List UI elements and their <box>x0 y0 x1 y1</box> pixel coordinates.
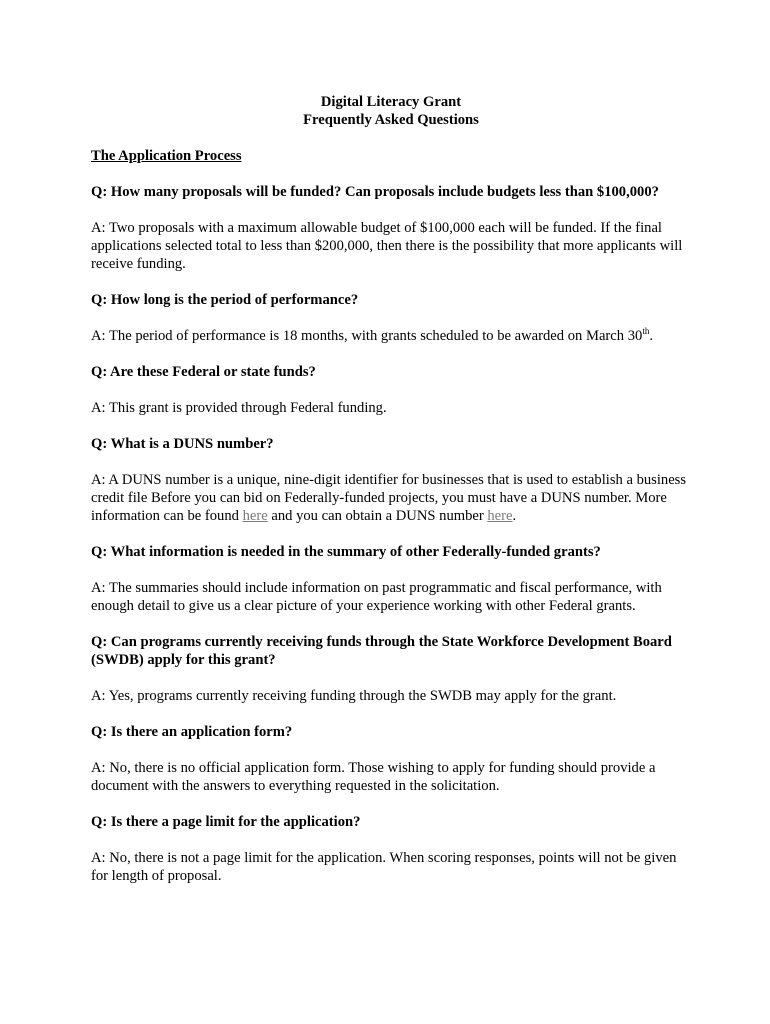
faq-question-5: Q: What information is needed in the summary of other Federally-funded grants? <box>91 544 601 560</box>
faq-answer-2-end: . <box>649 328 653 344</box>
faq-answer-2 <box>91 327 691 345</box>
document-title-line-1: Digital Literacy Grant <box>320 94 462 110</box>
document-title-line-2: Frequently Asked Questions <box>303 112 479 128</box>
faq-answer-3: A: This grant is provided through Federal funding. <box>91 400 387 416</box>
faq-answer-7: A: No, there is no official application form. Those wishing to apply for funding should provide a document with the answers to everything requested in the solicitation. <box>91 760 656 794</box>
faq-answer-6: A: Yes, programs currently receiving funding through the SWDB may apply for the grant. <box>91 688 617 704</box>
faq-question-8: Q: Is there a page limit for the application? <box>91 814 361 830</box>
faq-answer-1: A: Two proposals with a maximum allowable budget of $100,000 each will be funded. If the final applications selected total to less than $200,000, then there is the possibility that more applicants will receive funding. <box>91 220 683 272</box>
section-heading: The Application Process <box>91 148 242 164</box>
faq-answer-4-text-1: A: A DUNS number is a unique, nine-digit identifier for businesses that is used to establish a business credit file Before you can bid on Federally-funded projects, you must have a DUNS number. More information can be found <box>91 472 687 524</box>
document-page <box>91 93 691 885</box>
faq-question-2: Q: How long is the period of performance? <box>91 292 359 308</box>
faq-answer-4 <box>91 471 691 525</box>
faq-answer-4-text-3: . <box>512 508 517 524</box>
duns-info-link[interactable]: here <box>242 508 268 524</box>
faq-question-1: Q: How many proposals will be funded? Can proposals include budgets less than $100,000? <box>91 184 659 200</box>
faq-answer-2-text: A: The period of performance is 18 months, with grants scheduled to be awarded on March 30 <box>91 328 643 344</box>
faq-answer-8: A: No, there is not a page limit for the application. When scoring responses, points will not be given for length of proposal. <box>91 850 677 884</box>
faq-question-7: Q: Is there an application form? <box>91 724 293 740</box>
faq-question-3: Q: Are these Federal or state funds? <box>91 364 316 380</box>
faq-answer-2-superscript: th <box>642 326 650 336</box>
faq-answer-4-text-2: and you can obtain a DUNS number <box>267 508 488 524</box>
faq-answer-5: A: The summaries should include information on past programmatic and fiscal performance, with enough detail to give us a clear picture of your experience working with other Federal grants. <box>91 580 662 614</box>
faq-question-4: Q: What is a DUNS number? <box>91 436 274 452</box>
duns-obtain-link[interactable]: here <box>487 508 513 524</box>
faq-question-6: Q: Can programs currently receiving funds through the State Workforce Development Board (SWDB) apply for this grant? <box>91 634 672 668</box>
